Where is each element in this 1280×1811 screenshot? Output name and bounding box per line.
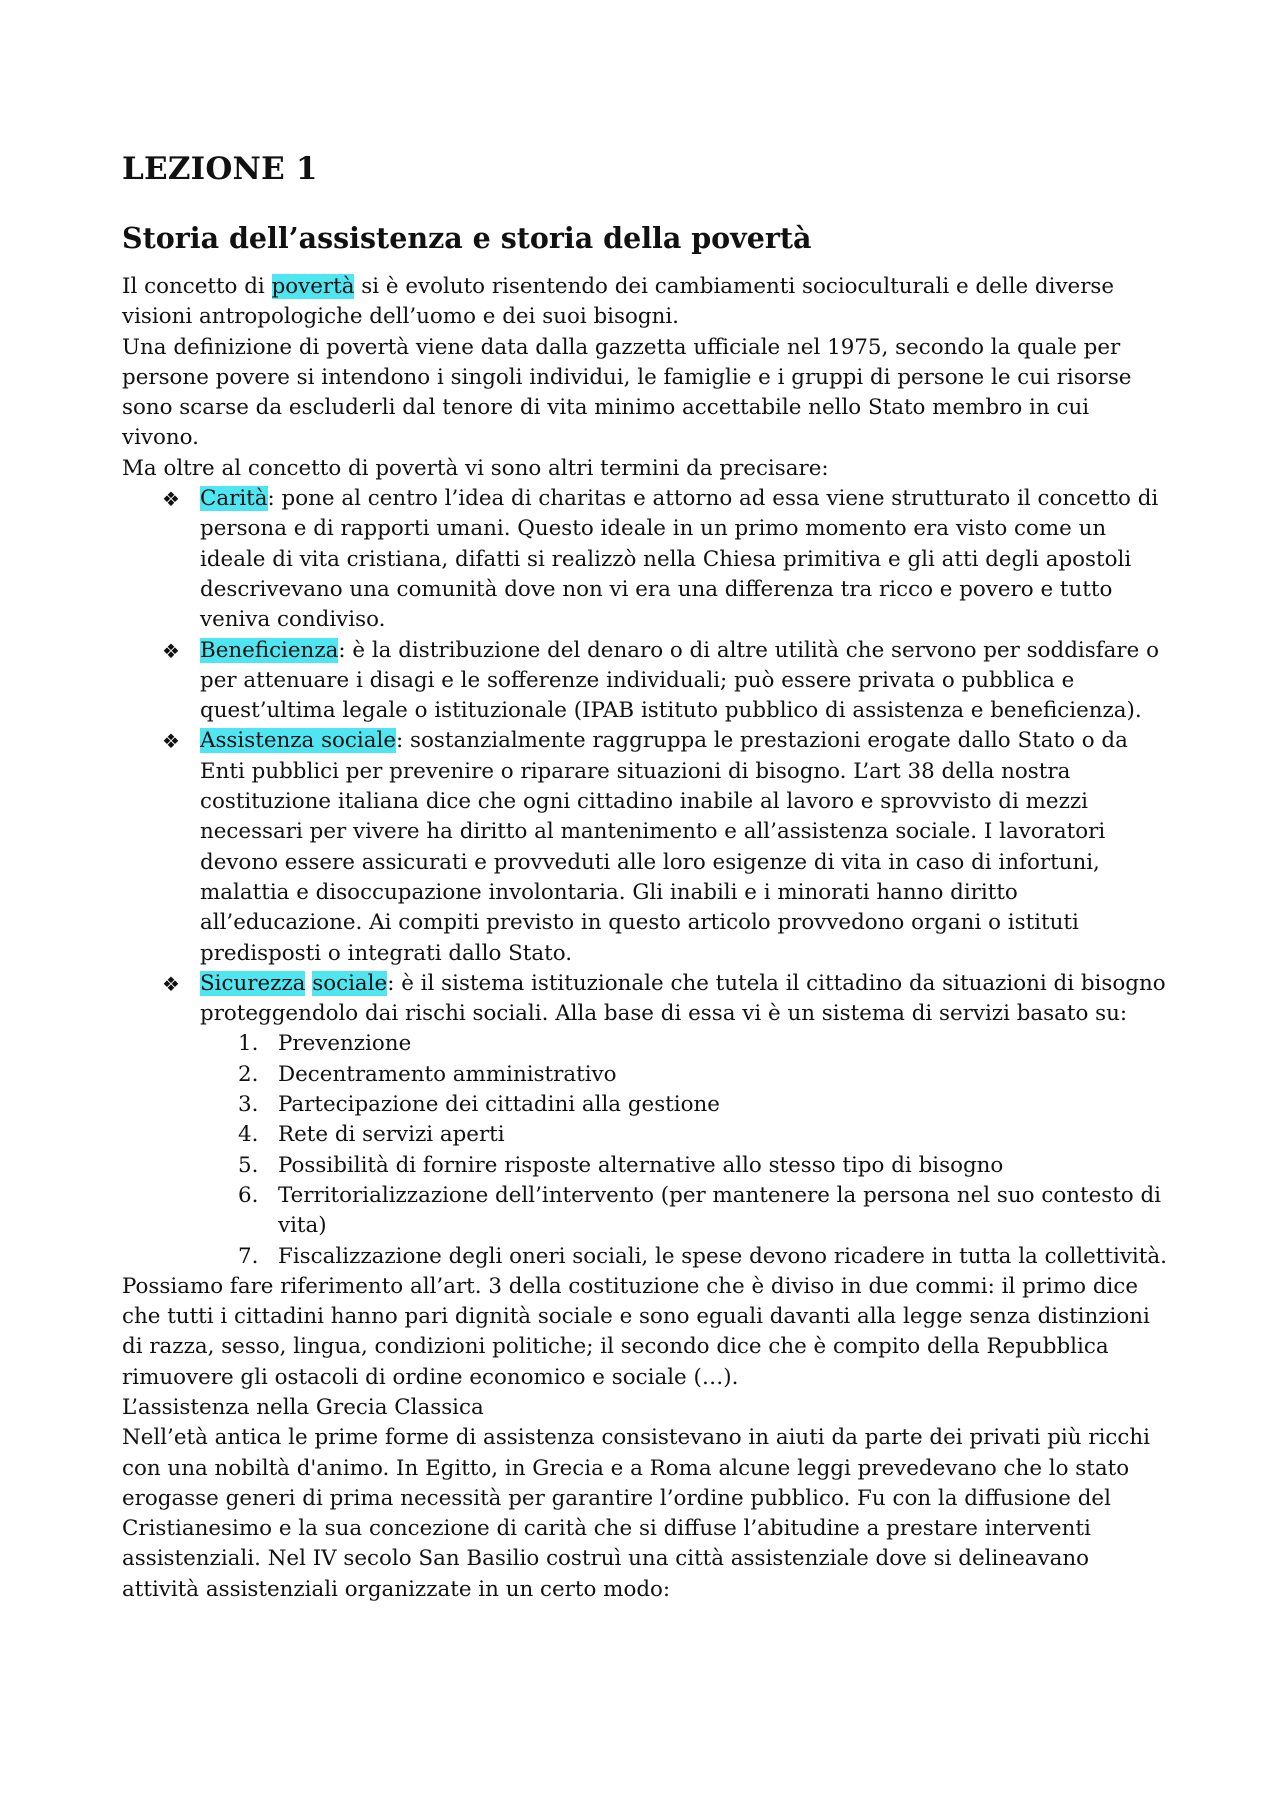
list-item-text: Decentramento amministrativo <box>278 1061 617 1087</box>
list-number: 4. <box>238 1122 259 1148</box>
list-number: 7. <box>238 1243 259 1269</box>
art3-paragraph: Possiamo fare riferimento all’art. 3 della costituzione che è diviso in due commi: il primo dice che tutti i cittadini hanno pari dignità sociale e sono eguali davanti alla legge senza distinzioni di razza, sesso, lingua, condizioni politiche; il secondo dice che è compito della Repubblica rimuovere gli ostacoli di ordine economico e sociale (…). <box>122 1273 1150 1390</box>
other-terms-intro: Ma oltre al concetto di povertà vi sono altri termini da precisare: <box>122 455 829 481</box>
four-diamond-bullet-icon: ❖ <box>162 729 180 754</box>
document-page <box>122 150 1172 1605</box>
list-item-text: Partecipazione dei cittadini alla gestione <box>278 1092 720 1118</box>
term-sicurezza: Sicurezza <box>200 970 306 996</box>
list-number: 2. <box>238 1061 259 1087</box>
section-title: Storia dell’assistenza e storia della povertà <box>122 221 812 255</box>
list-number: 6. <box>238 1182 259 1208</box>
list-item <box>200 1242 1172 1272</box>
intro-text-before: Il concetto di <box>122 274 272 299</box>
document-body <box>122 272 1172 1605</box>
list-item <box>200 1120 1172 1150</box>
list-item <box>200 1060 1172 1090</box>
list-item-text: Possibilità di fornire risposte alternative allo stesso tipo di bisogno <box>278 1152 1004 1178</box>
four-diamond-bullet-icon: ❖ <box>162 487 180 512</box>
lesson-title: LEZIONE 1 <box>122 151 318 187</box>
term-carita: Carità <box>200 486 268 512</box>
term-sociale: sociale <box>312 970 388 996</box>
four-diamond-bullet-icon: ❖ <box>162 971 180 996</box>
list-number: 3. <box>238 1092 259 1118</box>
terms-list <box>122 484 1172 1272</box>
services-list <box>200 1029 1172 1271</box>
text-carita: : pone al centro l’idea di charitas e attorno ad essa viene strutturato il concetto di persona e di rapporti umani. Questo ideale in un primo momento era visto come un ideale di vita cristiana, difatti si realizzò nella Chiesa primitiva e gli atti degli apostoli descrivevano una comunità dove non vi era una differenza tra ricco e povero e tutto veniva condiviso. <box>200 486 1159 633</box>
highlight-poverta: povertà <box>271 274 355 299</box>
definition-paragraph: Una definizione di povertà viene data dalla gazzetta ufficiale nel 1975, secondo la quale per persone povere si intendono i singoli individui, le famiglie e i gruppi di persone le cui risorse sono scarse da escluderli dal tenore di vita minimo accettabile nello Stato membro in cui vivono. <box>122 334 1132 451</box>
greece-heading: L’assistenza nella Grecia Classica <box>122 1394 484 1420</box>
greece-paragraph: Nell’età antica le prime forme di assistenza consistevano in aiuti da parte dei privati più ricchi con una nobiltà d'animo. In Egitto, in Grecia e a Roma alcune leggi prevedevano che lo stato erogasse generi di prima necessità per garantire l’ordine pubblico. Fu con la diffusione del Cristianesimo e la sua concezione di carità che si diffuse l’abitudine a prestare interventi assistenziali. Nel IV secolo San Basilio costruì una città assistenziale dove si delineavano attività assistenziali organizzate in un certo modo: <box>122 1425 1150 1602</box>
list-item-text: Territorializzazione dell’intervento (per mantenere la persona nel suo contesto di vita) <box>278 1182 1162 1239</box>
list-item-text: Fiscalizzazione degli oneri sociali, le spese devono ricadere in tutta la collettività. <box>278 1243 1167 1269</box>
text-beneficienza: : è la distribuzione del denaro o di altre utilità che servono per soddisfare o per attenuare i disagi e le sofferenze individuali; può essere privata o pubblica e quest’ultima legale o istituzionale (IPAB istituto pubblico di assistenza e beneficienza). <box>200 637 1159 724</box>
list-item <box>200 1090 1172 1120</box>
list-item-beneficienza <box>122 636 1172 727</box>
term-assistenza-sociale: Assistenza sociale <box>200 728 397 754</box>
term-beneficienza: Beneficienza <box>200 637 339 663</box>
list-item-sicurezza-sociale <box>122 969 1172 1272</box>
text-sicurezza-sociale: : è il sistema istituzionale che tutela il cittadino da situazioni di bisogno proteggendolo dai rischi sociali. Alla base di essa vi è un sistema di servizi basato su: <box>200 970 1166 1027</box>
list-item-text: Rete di servizi aperti <box>278 1122 505 1148</box>
list-item <box>200 1151 1172 1181</box>
list-number: 5. <box>238 1152 259 1178</box>
list-item <box>200 1029 1172 1059</box>
four-diamond-bullet-icon: ❖ <box>162 638 180 663</box>
intro-text-after: si è evoluto risentendo dei cambiamenti socioculturali e delle diverse visioni antropologiche dell’uomo e dei suoi bisogni. <box>122 274 1115 330</box>
intro-paragraph <box>122 272 1172 333</box>
list-item-carita <box>122 484 1172 635</box>
list-item <box>200 1181 1172 1242</box>
text-assistenza-sociale: : sostanzialmente raggruppa le prestazioni erogate dallo Stato o da Enti pubblici per prevenire o riparare situazioni di bisogno. L’art 38 della nostra costituzione italiana dice che ogni cittadino inabile al lavoro e sprovvisto di mezzi necessari per vivere ha diritto al mantenimento e all’assistenza sociale. I lavoratori devono essere assicurati e provveduti alle loro esigenze di vita in caso di infortuni, malattia e disoccupazione involontaria. Gli inabili e i minorati hanno diritto all’educazione. Ai compiti previsto in questo articolo provvedono organi o istituti predisposti o integrati dallo Stato. <box>200 728 1128 966</box>
list-item-text: Prevenzione <box>278 1031 412 1057</box>
list-item-assistenza-sociale <box>122 726 1172 968</box>
list-number: 1. <box>238 1031 259 1057</box>
